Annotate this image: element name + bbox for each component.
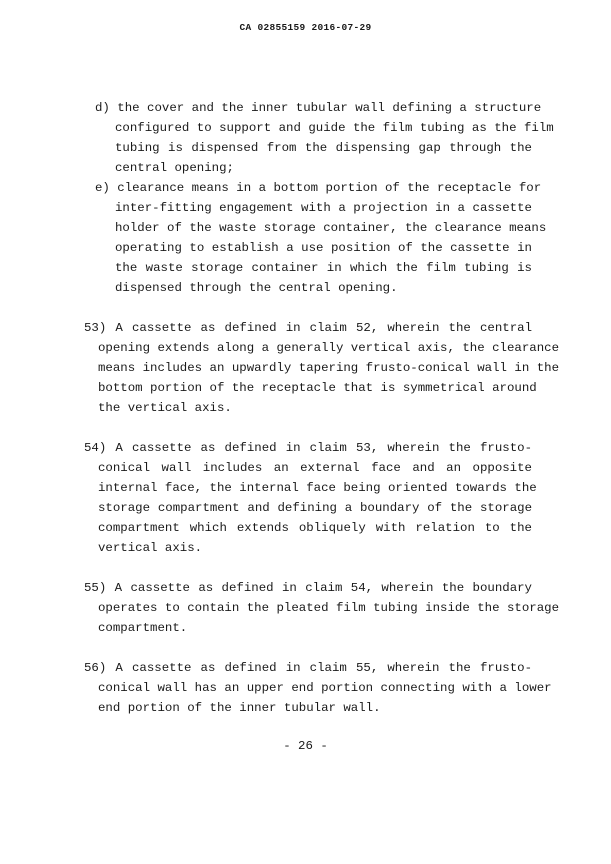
text-line: holder of the waste storage container, the clearance means [115, 221, 547, 235]
text-line: 56) A cassette as defined in claim 55, wherein the frusto- [84, 661, 532, 675]
paragraph-gap [84, 638, 532, 658]
text-line: storage compartment and defining a boundary of the storage [98, 501, 532, 515]
page-number: - 26 - [283, 739, 328, 753]
text-line: means includes an upwardly tapering frusto-conical wall in the [98, 361, 560, 375]
text-line: 55) A cassette as defined in claim 54, wherein the boundary [84, 581, 532, 595]
paragraph-gap [84, 558, 532, 578]
text-line: compartment. [98, 621, 188, 635]
text-line: inter-fitting engagement with a projection in a cassette [115, 201, 532, 215]
text-line: configured to support and guide the film tubing as the film [115, 121, 554, 135]
text-line: operates to contain the pleated film tubing inside the storage [98, 601, 560, 615]
sub-item-e [84, 178, 547, 298]
text-line: end portion of the inner tubular wall. [98, 701, 381, 715]
claim-55 [84, 578, 560, 638]
text-line: conical wall has an upper end portion connecting with a lower [98, 681, 552, 695]
text-line: operating to establish a use position of the cassette in [115, 241, 532, 255]
text-line: compartment which extends obliquely with relation to the [98, 521, 532, 535]
text-line: d) the cover and the inner tubular wall defining a structure [95, 101, 542, 115]
text-line: 53) A cassette as defined in claim 52, wherein the central [84, 321, 532, 335]
document-header: CA 02855159 2016-07-29 [239, 22, 372, 33]
text-line: tubing is dispensed from the dispensing gap through the [115, 141, 532, 155]
text-line: vertical axis. [98, 541, 203, 555]
claims-body [84, 98, 560, 718]
sub-item-d [84, 98, 554, 178]
text-line: the waste storage container in which the film tubing is [115, 261, 532, 275]
claim-53 [84, 318, 560, 418]
text-line: central opening; [115, 161, 234, 175]
text-line: opening extends along a generally vertical axis, the clearance [98, 341, 560, 355]
text-line: conical wall includes an external face and an opposite [98, 461, 532, 475]
text-line: e) clearance means in a bottom portion of the receptacle for [95, 181, 542, 195]
text-line: dispensed through the central opening. [115, 281, 398, 295]
paragraph-gap [84, 418, 532, 438]
paragraph-gap [84, 298, 532, 318]
text-line: 54) A cassette as defined in claim 53, wherein the frusto- [84, 441, 532, 455]
text-line: internal face, the internal face being oriented towards the [98, 481, 537, 495]
text-line: the vertical axis. [98, 401, 232, 415]
text-line: bottom portion of the receptacle that is symmetrical around [98, 381, 537, 395]
claim-54 [84, 438, 537, 558]
claim-56 [84, 658, 552, 718]
